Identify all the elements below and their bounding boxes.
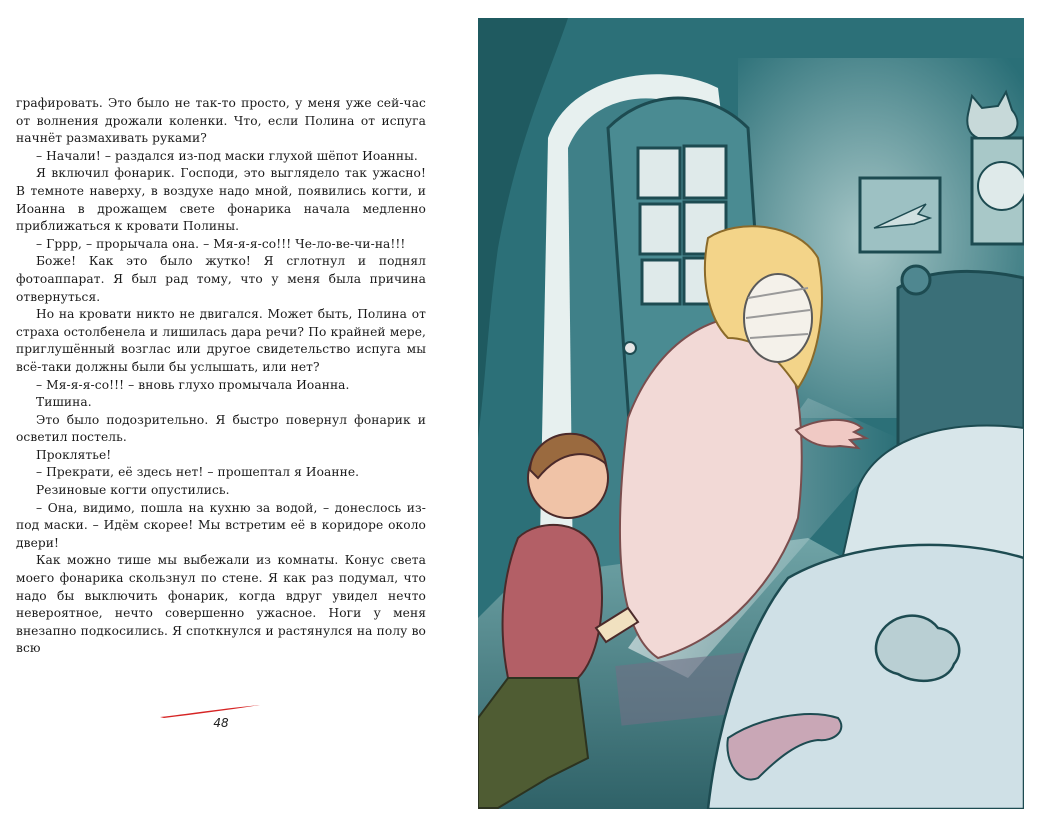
paragraph-2: – Начали! – раздался из-под маски глухой шёпот Иоанны. bbox=[36, 148, 418, 163]
night-bedroom-illustration bbox=[478, 18, 1024, 809]
paragraph-11: – Прекрати, её здесь нет! – прошептал я Иоанне. bbox=[36, 465, 360, 480]
framed-picture bbox=[860, 178, 940, 252]
paragraph-12: Резиновые когти опустились. bbox=[36, 483, 230, 498]
paragraph-13: – Она, видимо, пошла на кухню за водой, – донеслось из-под маски. – Идём скорее! Мы встретим её в коридоре около двери! bbox=[16, 500, 426, 550]
paragraph-8: Тишина. bbox=[36, 395, 92, 410]
paragraph-7: – Мя-я-я-со!!! – вновь глухо промычала Иоанна. bbox=[36, 377, 350, 392]
bedpost-knob bbox=[902, 266, 930, 294]
boy-body bbox=[503, 525, 602, 678]
paragraph-6: Но на кровати никто не двигался. Может быть, Полина от страха остолбенела и лишилась дара речи? По крайней мере, приглушённый возглас или другое свидетельство испуга мы всё-таки должны были бы услышать, или нет? bbox=[16, 307, 426, 374]
paragraph-9: Это было подозрительно. Я быстро повернул фонарик и осветил постель. bbox=[16, 412, 426, 445]
paragraph-10: Проклятье! bbox=[36, 447, 112, 462]
paragraph-5: Боже! Как это было жутко! Я сглотнул и поднял фотоаппарат. Я был рад тому, что у меня была причина отвернуться. bbox=[16, 254, 426, 304]
illustration-panel bbox=[478, 18, 1024, 809]
door-knob bbox=[624, 342, 636, 354]
paragraph-3: Я включил фонарик. Господи, это выглядело так ужасно! В темноте наверху, в воздухе надо мной, появились когти, и Иоанна в дрожащем свете фонарика начала медленно приближаться к кровати Полины. bbox=[16, 166, 426, 234]
paragraph-1: графировать. Это было не так-то просто, у меня уже сей-час от волнения дрожали коленки. Что, если Полина от испуга начнёт размахивать руками? bbox=[16, 96, 426, 146]
paragraph-4: – Гррр, – прорычала она. – Мя-я-я-со!!! Че-ло-ве-чи-на!!! bbox=[36, 236, 406, 251]
bandaged-face bbox=[744, 274, 812, 362]
left-text-page bbox=[0, 0, 470, 837]
clock-face bbox=[978, 162, 1024, 210]
page-number: 48 bbox=[213, 716, 229, 730]
paragraph-14: Как можно тише мы выбежали из комнаты. Конус света моего фонарика скользнул по стене. Я как раз подумал, что надо бы выключить фонарик, когда вдруг увидел нечто невероятное, нечто совершенно ужасное. Ноги у меня внезапно подкосились. Я споткнулся и растянулся на полу во всю bbox=[16, 553, 426, 656]
story-text bbox=[16, 95, 426, 658]
